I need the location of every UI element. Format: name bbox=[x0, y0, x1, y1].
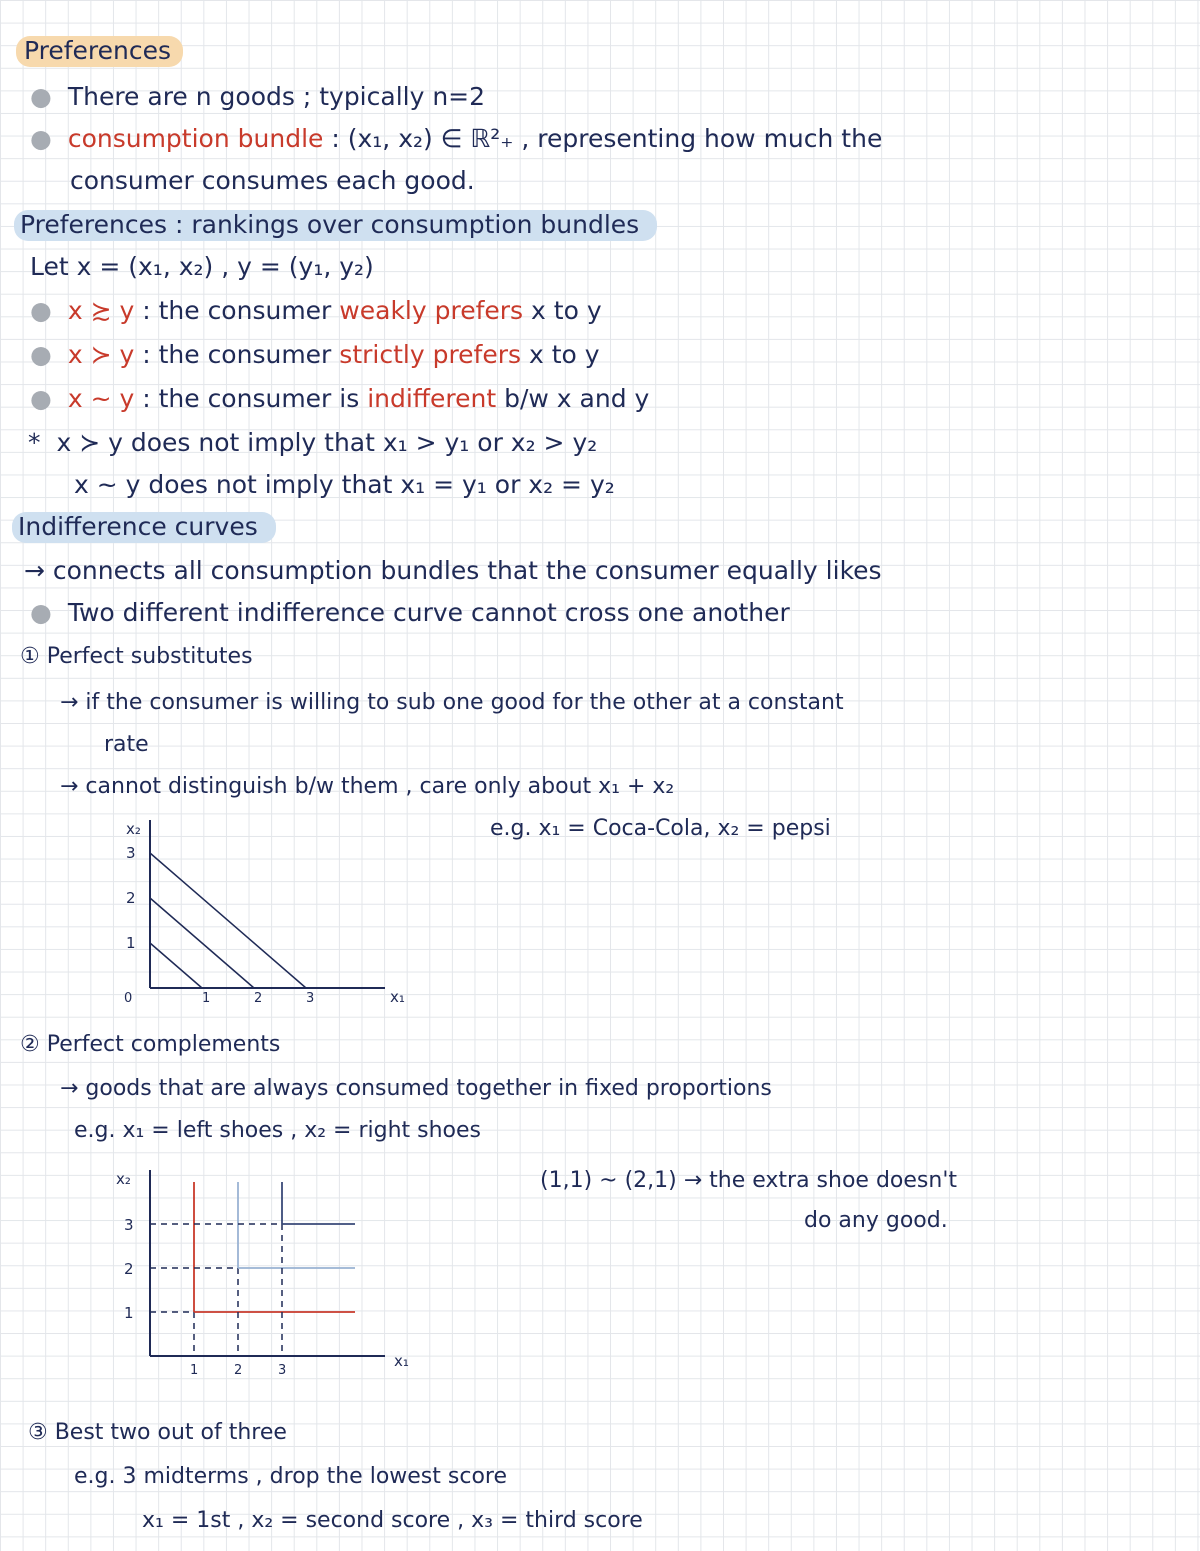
x-tick-label: 3 bbox=[278, 1363, 287, 1378]
x-tick-label: 1 bbox=[190, 1363, 199, 1378]
perfect-complements-graph bbox=[110, 1160, 430, 1378]
best-title: ③ Best two out of three bbox=[28, 1420, 287, 1445]
substitutes-title: ① Perfect substitutes bbox=[20, 644, 253, 669]
y-tick-label: 2 bbox=[126, 889, 136, 907]
y-tick-label: 1 bbox=[124, 1304, 134, 1322]
substitutes-line-3: → cannot distinguish b/w them , care only about x₁ + x₂ bbox=[60, 774, 675, 799]
x-tick-label: 1 bbox=[202, 991, 211, 1006]
bullet-icon: ● bbox=[30, 296, 52, 325]
bullet-icon: ● bbox=[30, 124, 52, 153]
substitutes-line-1: → if the consumer is willing to sub one good for the other at a constant bbox=[60, 690, 844, 715]
bullet-icon: ● bbox=[30, 384, 52, 413]
ic-line-1: → connects all consumption bundles that the consumer equally likes bbox=[24, 556, 882, 585]
let-definition: Let x = (x₁, x₂) , y = (y₁, y₂) bbox=[30, 252, 374, 281]
complements-title: ② Perfect complements bbox=[20, 1032, 281, 1057]
relation-weak: ● x ≿ y : the consumer weakly prefers x to y bbox=[30, 296, 602, 325]
indifference-line bbox=[150, 898, 254, 988]
complements-note-2: do any good. bbox=[804, 1208, 948, 1233]
indifference-line bbox=[150, 853, 306, 988]
x-axis-label: x₁ bbox=[394, 1352, 409, 1370]
perfect-substitutes-graph bbox=[110, 810, 430, 1010]
consumption-bundle-term: consumption bundle bbox=[67, 124, 324, 153]
bullet-icon: ● bbox=[30, 598, 52, 627]
intro-line-1: ● There are n goods ; typically n=2 bbox=[30, 82, 486, 111]
x-tick-label: 3 bbox=[306, 991, 315, 1006]
indifference-line bbox=[150, 943, 202, 988]
x-tick-label: 2 bbox=[234, 1363, 243, 1378]
substitutes-line-2: rate bbox=[104, 732, 149, 757]
y-tick-label: 3 bbox=[126, 844, 136, 862]
substitutes-example: e.g. x₁ = Coca-Cola, x₂ = pepsi bbox=[490, 816, 831, 841]
preferences-header: Preferences : rankings over consumption bundles bbox=[14, 210, 657, 240]
note-strict: * x ≻ y does not imply that x₁ > y₁ or x₂ > y₂ bbox=[28, 428, 598, 457]
note-indifferent: x ~ y does not imply that x₁ = y₁ or x₂ = y₂ bbox=[74, 470, 615, 499]
x-tick-label: 0 bbox=[124, 991, 133, 1006]
intro-line-2: ● consumption bundle : (x₁, x₂) ∈ ℝ²₊ , representing how much the bbox=[30, 124, 883, 153]
y-tick-label: 2 bbox=[124, 1260, 134, 1278]
best-line-1: e.g. 3 midterms , drop the lowest score bbox=[74, 1464, 508, 1489]
complements-line-1: → goods that are always consumed together in fixed proportions bbox=[60, 1076, 772, 1101]
x-tick-label: 2 bbox=[254, 991, 263, 1006]
y-axis-label: x₂ bbox=[126, 820, 141, 838]
relation-strict: ● x ≻ y : the consumer strictly prefers x to y bbox=[30, 340, 600, 369]
y-tick-label: 1 bbox=[126, 934, 136, 952]
complements-note-1: (1,1) ~ (2,1) → the extra shoe doesn't bbox=[540, 1168, 957, 1193]
ic-line-2: ● Two different indifference curve cannot cross one another bbox=[30, 598, 790, 627]
y-tick-label: 3 bbox=[124, 1216, 134, 1234]
indifference-curves-header: Indifference curves bbox=[12, 512, 276, 542]
relation-indifferent: ● x ~ y : the consumer is indifferent b/w x and y bbox=[30, 384, 650, 413]
y-axis-label: x₂ bbox=[116, 1170, 131, 1188]
page-title: Preferences bbox=[16, 36, 183, 66]
x-axis-label: x₁ bbox=[390, 988, 405, 1006]
complements-line-2: e.g. x₁ = left shoes , x₂ = right shoes bbox=[74, 1118, 482, 1143]
bullet-icon: ● bbox=[30, 82, 52, 111]
star-icon: * bbox=[28, 428, 41, 457]
best-line-2: x₁ = 1st , x₂ = second score , x₃ = third score bbox=[142, 1508, 643, 1533]
bullet-icon: ● bbox=[30, 340, 52, 369]
intro-line-3: consumer consumes each good. bbox=[70, 166, 475, 195]
